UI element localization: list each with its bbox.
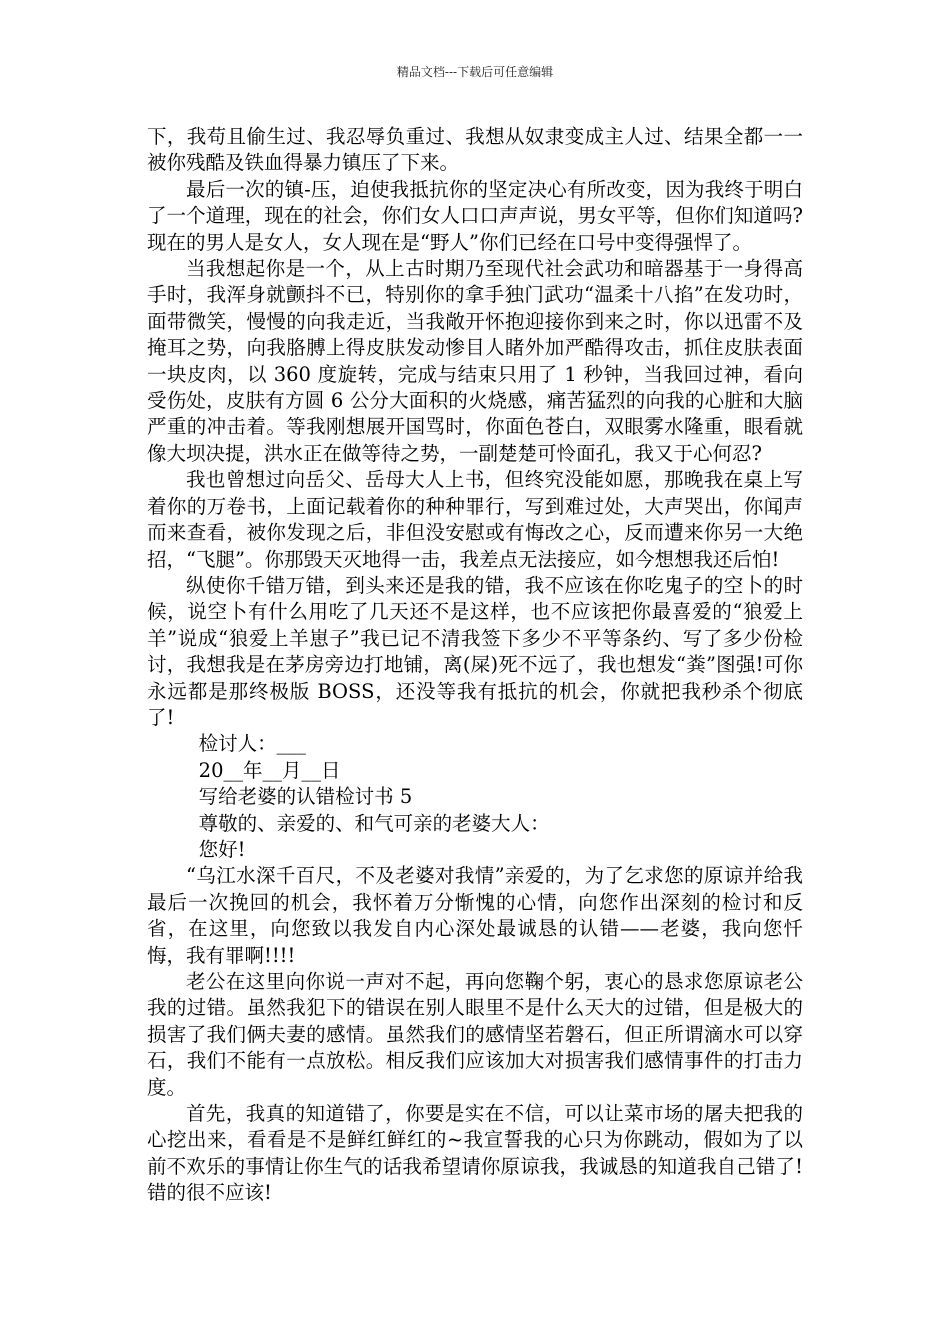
paragraph: 当我想起你是一个，从上古时期乃至现代社会武功和暗器基于一身得高手时，我浑身就颤抖不已，特别你的拿手独门武功“温柔十八掐”在发功时，面带微笑，慢慢的向我走近，当我敞开怀抱迎接你到来之时，你以迅雷不及掩耳之势，向我胳膊上得皮肤发动惨目人睹外加严酷得攻击，抓住皮肤表面一块皮肉，以 360 度旋转，完成与结束只用了 1 秒钟，当我回过神，看向受伤处，皮肤有方圆 6 公分大面积的火烧感，痛苦猛烈的向我的心脏和大脑严重的冲击着。等我刚想展开国骂时，你面色苍白，双眼雾水隆重，眼看就像大坝决提，洪水正在做等待之势，一副楚楚可怜面孔，我又于心何忍?	[147, 257, 803, 465]
paragraph: 我也曾想过向岳父、岳母大人上书，但终究没能如愿，那晚我在桌上写着你的万卷书，上面记载着你的种种罪行，写到难过处，大声哭出，你闻声而来查看，被你发现之后，非但没安慰或有悔改之心，反而遭来你另一大绝招，“飞腿”。你那毁天灭地得一击，我差点无法接应，如今想想我还后怕!	[147, 468, 803, 571]
paragraph: 最后一次的镇-压，迫使我抵抗你的坚定决心有所改变，因为我终于明白了一个道理，现在的社会，你们女人口口声声说，男女平等，但你们知道吗?现在的男人是女人，女人现在是“野人”你们已经在口号中变得强悍了。	[147, 177, 803, 254]
signature-date: 20__年__月__日	[198, 758, 341, 782]
salutation: 尊敬的、亲爱的、和气可亲的老婆大人：	[198, 811, 550, 835]
paragraph: 纵使你千错万错，到头来还是我的错，我不应该在你吃鬼子的空卜的时候，说空卜有什么用吃了几天还不是这样，也不应该把你最喜爱的“狼爱上羊”说成“狼爱上羊崽子”我已记不清我签下多少不平等条约、写了多少份检讨，我想我是在茅房旁边打地铺，离(屎)死不远了，我也想发“粪”图强!可你永远都是那终极版 BOSS，还没等我有抵抗的机会，你就把我秒杀个彻底了!	[147, 573, 803, 729]
page-header: 精品文档---下载后可任意编辑	[396, 65, 554, 79]
paragraph: 老公在这里向你说一声对不起，再向您鞠个躬，衷心的恳求您原谅老公我的过错。虽然我犯下的错误在别人眼里不是什么天大的过错，但是极大的损害了我们俩夫妻的感情。虽然我们的感情坚若磐石，但正所谓滴水可以穿石，我们不能有一点放松。相反我们应该加大对损害我们感情事件的打击力度。	[147, 970, 803, 1099]
paragraph: 首先，我真的知道错了，你要是实在不信，可以让菜市场的屠夫把我的心挖出来，看看是不是鲜红鲜红的~我宣誓我的心只为你跳动，假如为了以前不欢乐的事情让你生气的话我希望请你原谅我，我诚恳的知道我自己错了!错的很不应该!	[147, 1102, 803, 1205]
signature-inspector: 检讨人：___	[198, 732, 306, 756]
greeting: 您好!	[198, 837, 246, 861]
paragraph: 下，我苟且偷生过、我忍辱负重过、我想从奴隶变成主人过、结果全都一一被你残酷及铁血得暴力镇压了下来。	[147, 125, 803, 175]
paragraph: “乌江水深千百尺，不及老婆对我情”亲爱的，为了乞求您的原谅并给我最后一次挽回的机会，我怀着万分惭愧的心情，向您作出深刻的检讨和反省，在这里，向您致以我发自内心深处最诚恳的认错——老婆，我向您忏悔，我有罪啊!!!!	[147, 864, 803, 967]
section-title: 写给老婆的认错检讨书 5	[198, 785, 413, 809]
document-body	[147, 124, 803, 1207]
